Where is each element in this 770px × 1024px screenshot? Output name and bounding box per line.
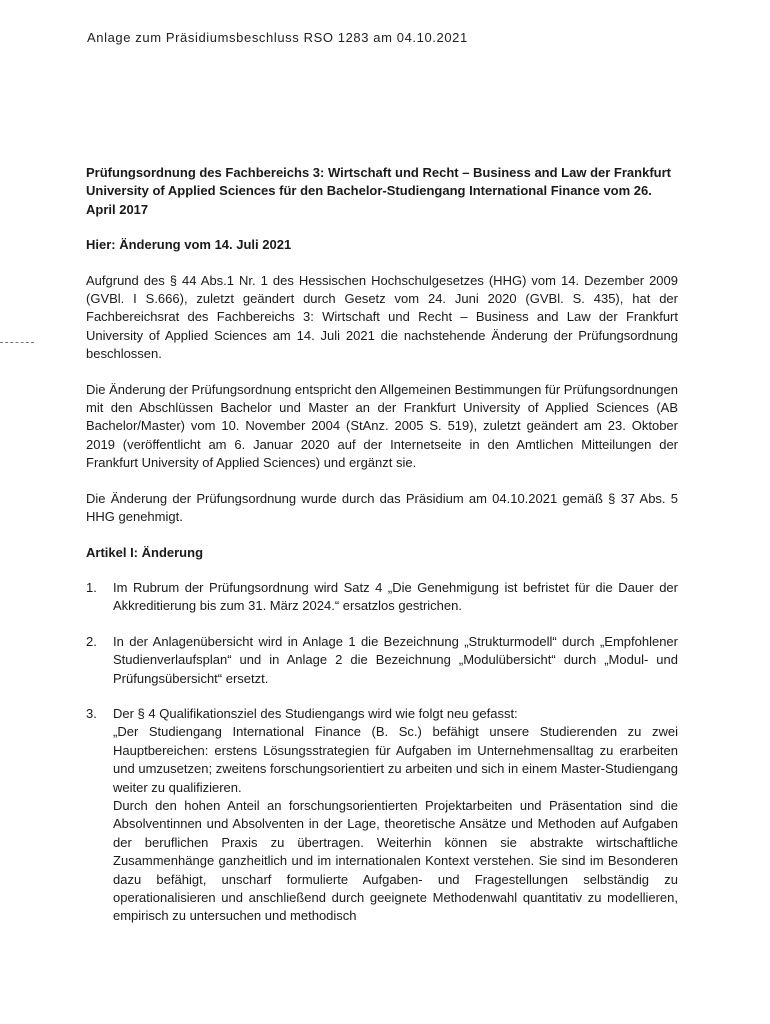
- quote-paragraph: „Der Studiengang International Finance (B. Sc.) befähigt unsere Studierenden zu zwei Hauptbereichen: erstens Lösungsstrategien für Aufgaben im Unternehmensalltag zu erarbeiten und umzusetzen; zweitens forschungsorientiert zu arbeiten und sich in einem Master-Studiengang weiter zu qualifizieren.: [113, 724, 678, 795]
- paragraph-approval: Die Änderung der Prüfungsordnung wurde durch das Präsidium am 04.10.2021 gemäß § 37 Abs. 5 HHG genehmigt.: [86, 490, 678, 525]
- list-item-number: 1.: [86, 579, 97, 595]
- list-item-intro: Der § 4 Qualifikationsziel des Studiengangs wird wie folgt neu gefasst:: [113, 705, 518, 721]
- list-item: [86, 633, 678, 688]
- list-item-text: In der Anlagenübersicht wird in Anlage 1 die Bezeichnung „Strukturmodell“ durch „Empfohlener Studienverlaufsplan“ und in Anlage 2 die Bezeichnung „Modulübersicht“ durch „Modul- und Prüfungsübersicht“ ersetzt.: [113, 633, 678, 686]
- paragraph-general-provisions: Die Änderung der Prüfungsordnung entspricht den Allgemeinen Bestimmungen für Prüfungsordnungen mit den Abschlüssen Bachelor und Master an der Frankfurt University of Applied Sciences (AB Bachelor/Master) vom 10. November 2004 (StAnz. 2005 S. 519), zuletzt geändert am 23. Oktober 2019 (veröffentlicht am 6. Januar 2020 auf der Internetseite in den Amtlichen Mitteilungen der Frankfurt University of Applied Sciences) und ergänzt sie.: [86, 381, 678, 471]
- article-heading: Artikel I: Änderung: [86, 544, 204, 560]
- list-item-text: Im Rubrum der Prüfungsordnung wird Satz 4 „Die Genehmigung ist befristet für die Dauer der Akkreditierung bis zum 31. März 2024.“ ersatzlos gestrichen.: [113, 579, 678, 614]
- margin-mark: [0, 342, 34, 343]
- list-item-content: [113, 705, 678, 926]
- document-body: [86, 164, 678, 926]
- amendment-list: [86, 579, 678, 926]
- page-header: Anlage zum Präsidiumsbeschluss RSO 1283 am 04.10.2021: [87, 30, 468, 45]
- list-item: [86, 705, 678, 926]
- list-item-number: 3.: [86, 705, 97, 721]
- paragraph-legal-basis: Aufgrund des § 44 Abs.1 Nr. 1 des Hessischen Hochschulgesetzes (HHG) vom 14. Dezember 2009 (GVBl. I S.666), zuletzt geändert durch Gesetz vom 24. Juni 2020 (GVBl. S. 435), hat der Fachbereichsrat des Fachbereichs 3: Wirtschaft und Recht – Business and Law der Frankfurt University of Applied Sciences am 14. Juli 2021 die nachstehende Änderung der Prüfungsordnung beschlossen.: [86, 272, 678, 362]
- list-item: [86, 579, 678, 616]
- document-title: Prüfungsordnung des Fachbereichs 3: Wirtschaft und Recht – Business and Law der Frankfurt University of Applied Sciences für den Bachelor-Studiengang International Finance vom 26. April 2017: [86, 165, 671, 217]
- quote-paragraph: Durch den hohen Anteil an forschungsorientierten Projektarbeiten und Präsentation sind die Absolventinnen und Absolventen in der Lage, theoretische Ansätze und Methoden auf Aufgaben der beruflichen Praxis zu übertragen. Weiterhin können sie abstrakte wirtschaftliche Zusammenhänge ganzheitlich und im internationalen Kontext verstehen. Sie sind im Besonderen dazu befähigt, unscharf formulierte Aufgaben- und Fragestellungen selbständig zu operationalisieren und anschließend durch geeignete Methodenwahl quantitativ zu modellieren, empirisch zu untersuchen und methodisch: [113, 797, 678, 924]
- document-subtitle: Hier: Änderung vom 14. Juli 2021: [86, 237, 292, 253]
- list-item-number: 2.: [86, 633, 97, 649]
